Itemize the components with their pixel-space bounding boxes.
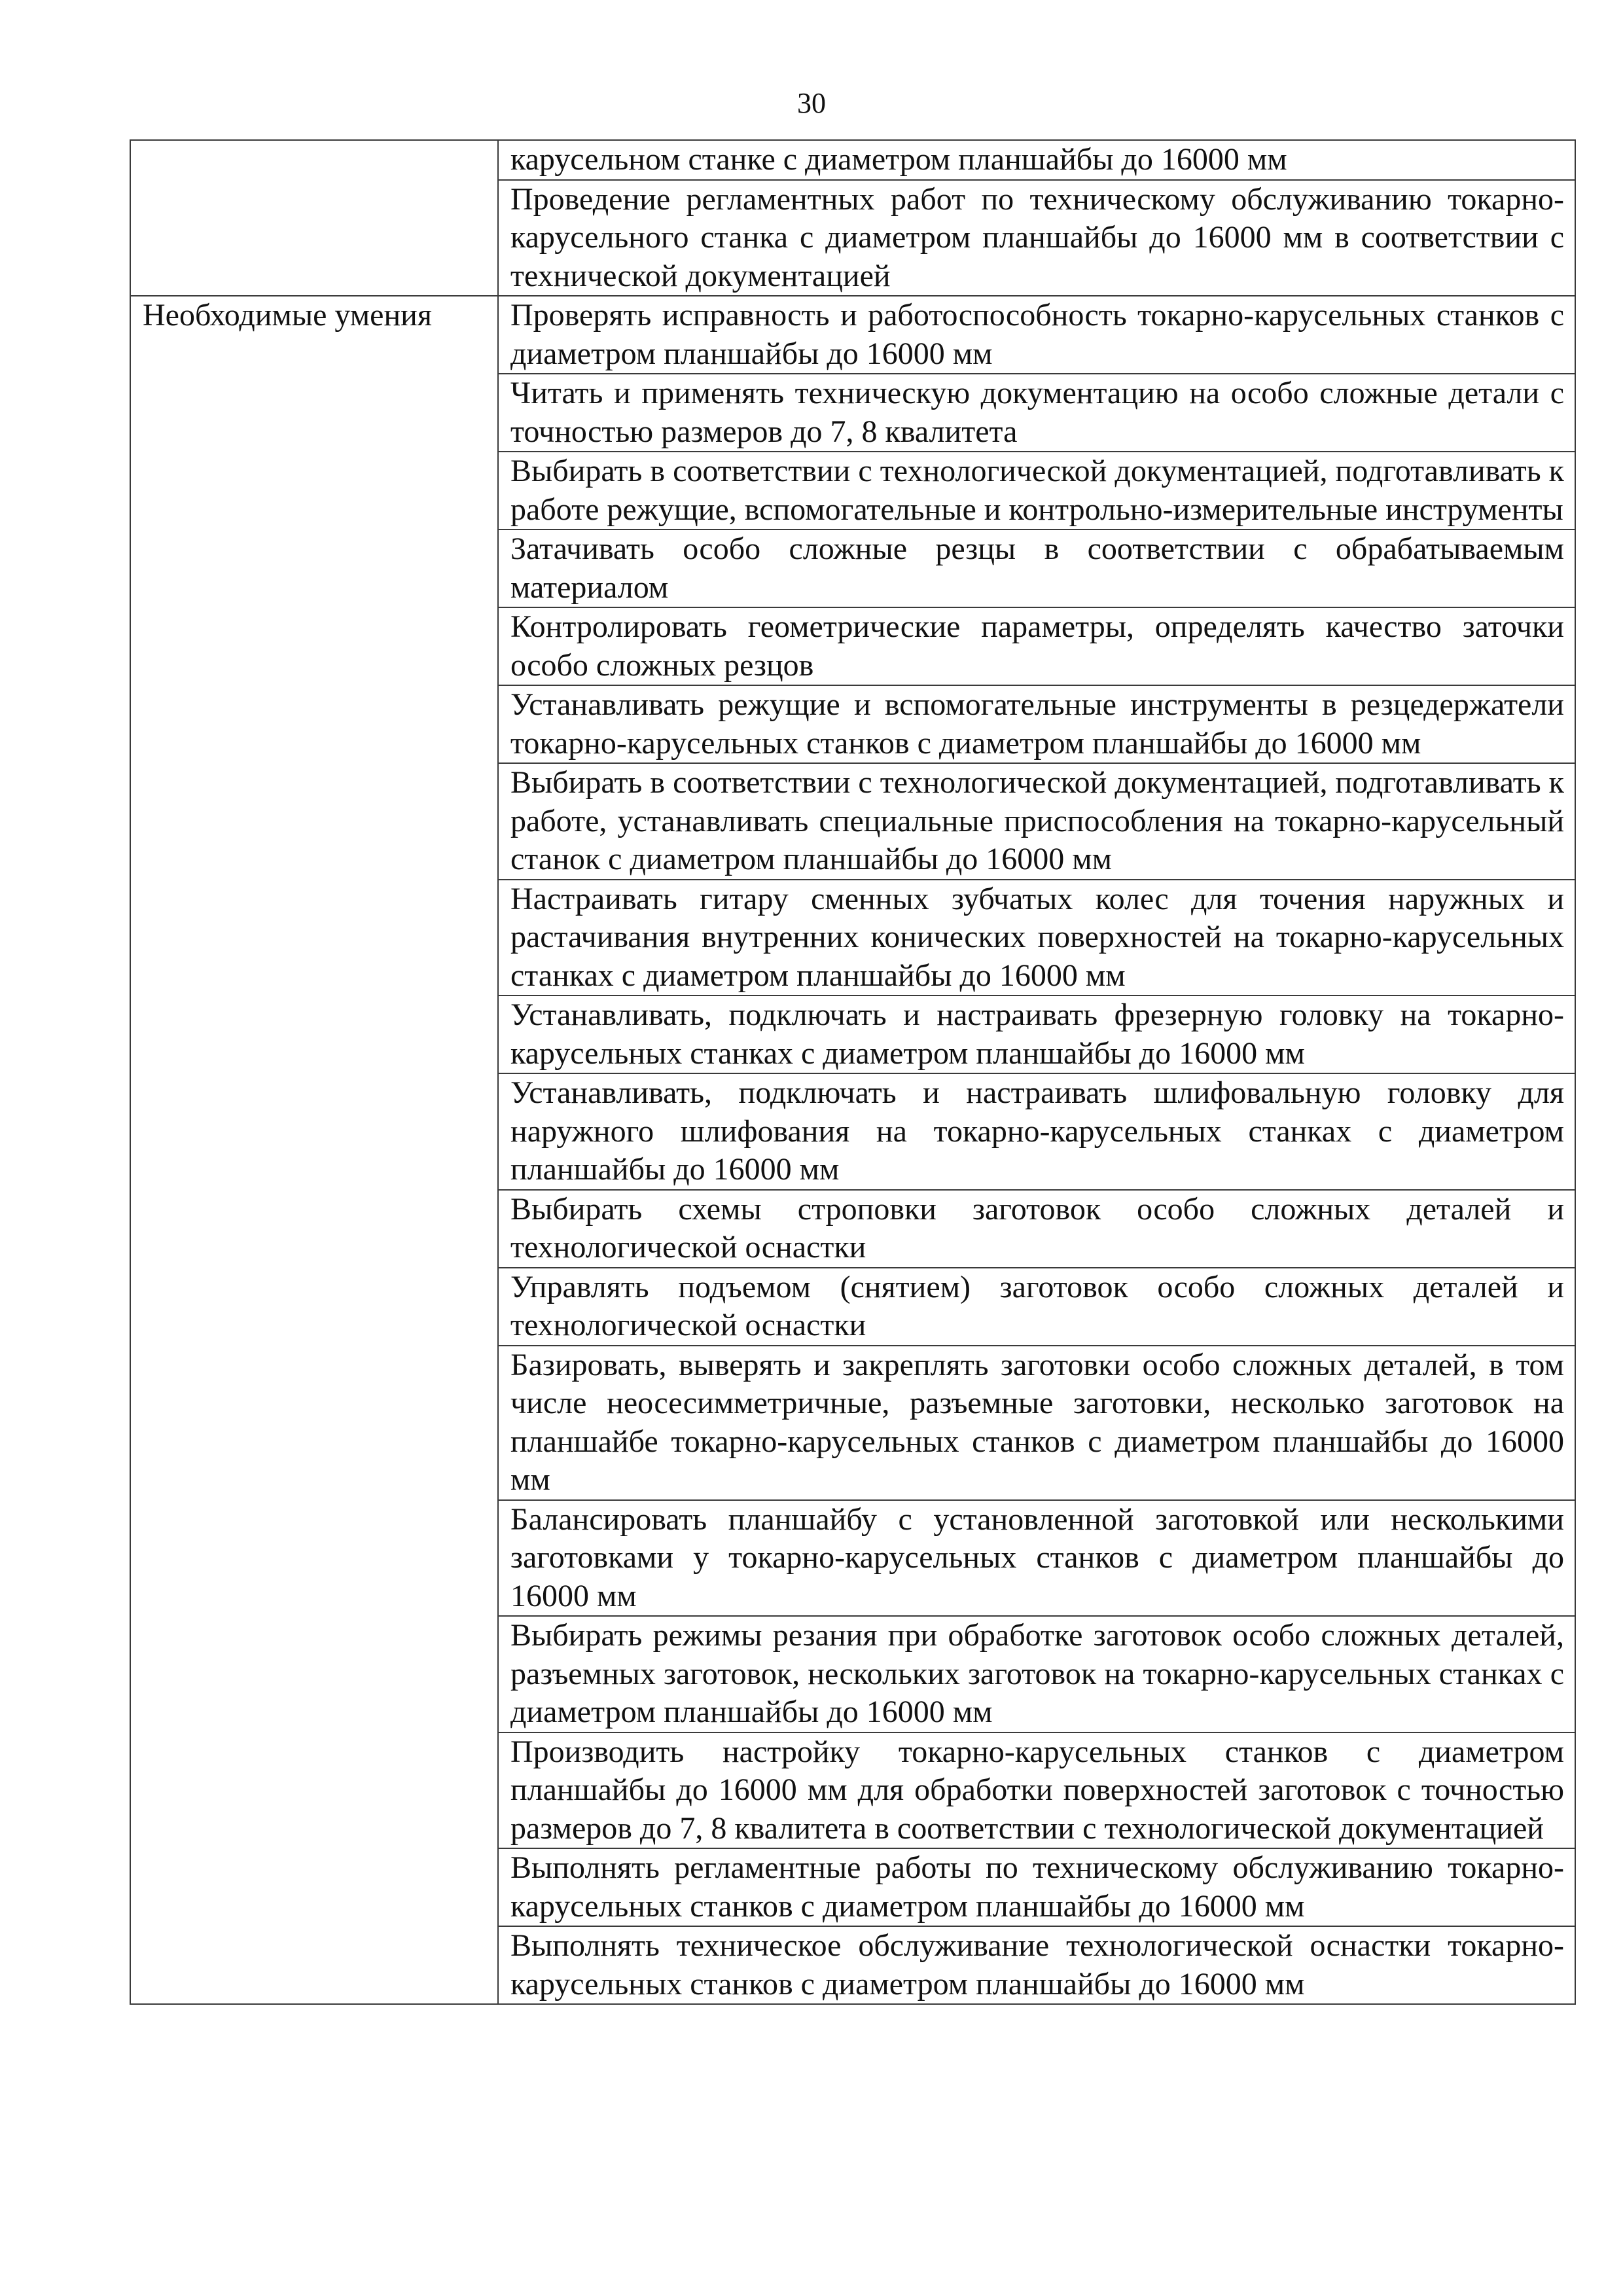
content-cell	[498, 1926, 1575, 2004]
content-text: Выполнять регламентные работы по техническому обслуживанию токарно-карусельных станков с диаметром планшайбы до 16000 мм	[510, 1850, 1564, 1924]
content-cell	[498, 685, 1575, 763]
content-cell	[498, 529, 1575, 607]
page-number: 30	[797, 87, 826, 119]
label-cell-required-skills: Необходимые умения	[130, 296, 498, 2004]
content-cell	[498, 880, 1575, 996]
qualification-table	[130, 139, 1576, 2005]
content-text: Выбирать в соответствии с технологической документацией, подготавливать к работе режущие, вспомогательные и контрольно-измерительные инструменты	[510, 454, 1564, 527]
label-cell-continued	[130, 140, 498, 296]
content-text: Контролировать геометрические параметры, определять качество заточки особо сложных резцов	[510, 609, 1564, 683]
content-text: Читать и применять техническую документацию на особо сложные детали с точностью размеров до 7, 8 квалитета	[510, 376, 1564, 449]
content-cell	[498, 996, 1575, 1073]
content-cell	[498, 180, 1575, 296]
content-text: Устанавливать режущие и вспомогательные инструменты в резцедержатели токарно-карусельных станков с диаметром планшайбы до 16000 мм	[510, 687, 1564, 761]
content-text: Настраивать гитару сменных зубчатых колес для точения наружных и растачивания внутренних конических поверхностей на токарно-карусельных станках с диаметром планшайбы до 16000 мм	[510, 881, 1564, 993]
content-cell	[498, 140, 1575, 180]
content-cell	[498, 1190, 1575, 1268]
content-text: Выбирать режимы резания при обработке заготовок особо сложных деталей, разъемных заготовок, нескольких заготовок на токарно-карусельных станках с диаметром планшайбы до 16000 мм	[510, 1618, 1564, 1729]
content-text: Устанавливать, подключать и настраивать фрезерную головку на токарно-карусельных станках с диаметром планшайбы до 16000 мм	[510, 997, 1564, 1071]
content-cell	[498, 1732, 1575, 1849]
content-text: карусельном станке с диаметром планшайбы до 16000 мм	[510, 142, 1287, 177]
content-cell	[498, 452, 1575, 529]
content-cell	[498, 1073, 1575, 1190]
table-row	[130, 140, 1575, 180]
content-text: Выполнять техническое обслуживание технологической оснастки токарно-карусельных станков с диаметром планшайбы до 16000 мм	[510, 1928, 1564, 2001]
content-cell	[498, 1268, 1575, 1346]
content-text: Затачивать особо сложные резцы в соответствии с обрабатываемым материалом	[510, 531, 1564, 605]
content-cell	[498, 607, 1575, 685]
content-text: Выбирать схемы строповки заготовок особо сложных деталей и технологической оснастки	[510, 1191, 1564, 1265]
content-text: Управлять подъемом (снятием) заготовок особо сложных деталей и технологической оснастки	[510, 1269, 1564, 1342]
content-cell	[498, 1346, 1575, 1500]
content-cell	[498, 1848, 1575, 1926]
content-text: Балансировать планшайбу с установленной заготовкой или несколькими заготовками у токарно-карусельных станков с диаметром планшайбы до 16000 мм	[510, 1501, 1564, 1613]
content-cell	[498, 296, 1575, 374]
content-text: Выбирать в соответствии с технологической документацией, подготавливать к работе, устанавливать специальные приспособления на токарно-карусельный станок с диаметром планшайбы до 16000 мм	[510, 765, 1564, 876]
content-text: Проверять исправность и работоспособность токарно-карусельных станков с диаметром планшайбы до 16000 мм	[510, 298, 1564, 371]
content-cell	[498, 1500, 1575, 1617]
content-text: Проведение регламентных работ по техническому обслуживанию токарно-карусельного станка с диаметром планшайбы до 16000 мм в соответствии с технической документацией	[510, 181, 1564, 293]
content-text: Устанавливать, подключать и настраивать шлифовальную головку для наружного шлифования на токарно-карусельных станках с диаметром планшайбы до 16000 мм	[510, 1075, 1564, 1187]
content-text: Базировать, выверять и закреплять заготовки особо сложных деталей, в том числе неосесимметричные, разъемные заготовки, несколько заготовок на планшайбе токарно-карусельных станков с диаметром планшайбы до 16000 мм	[510, 1347, 1564, 1497]
content-cell	[498, 1616, 1575, 1732]
content-cell	[498, 374, 1575, 452]
content-text: Производить настройку токарно-карусельных станков с диаметром планшайбы до 16000 мм для обработки поверхностей заготовок с точностью размеров до 7, 8 квалитета в соответствии с технологической документацией	[510, 1734, 1564, 1846]
content-cell	[498, 763, 1575, 880]
table-row	[130, 296, 1575, 374]
